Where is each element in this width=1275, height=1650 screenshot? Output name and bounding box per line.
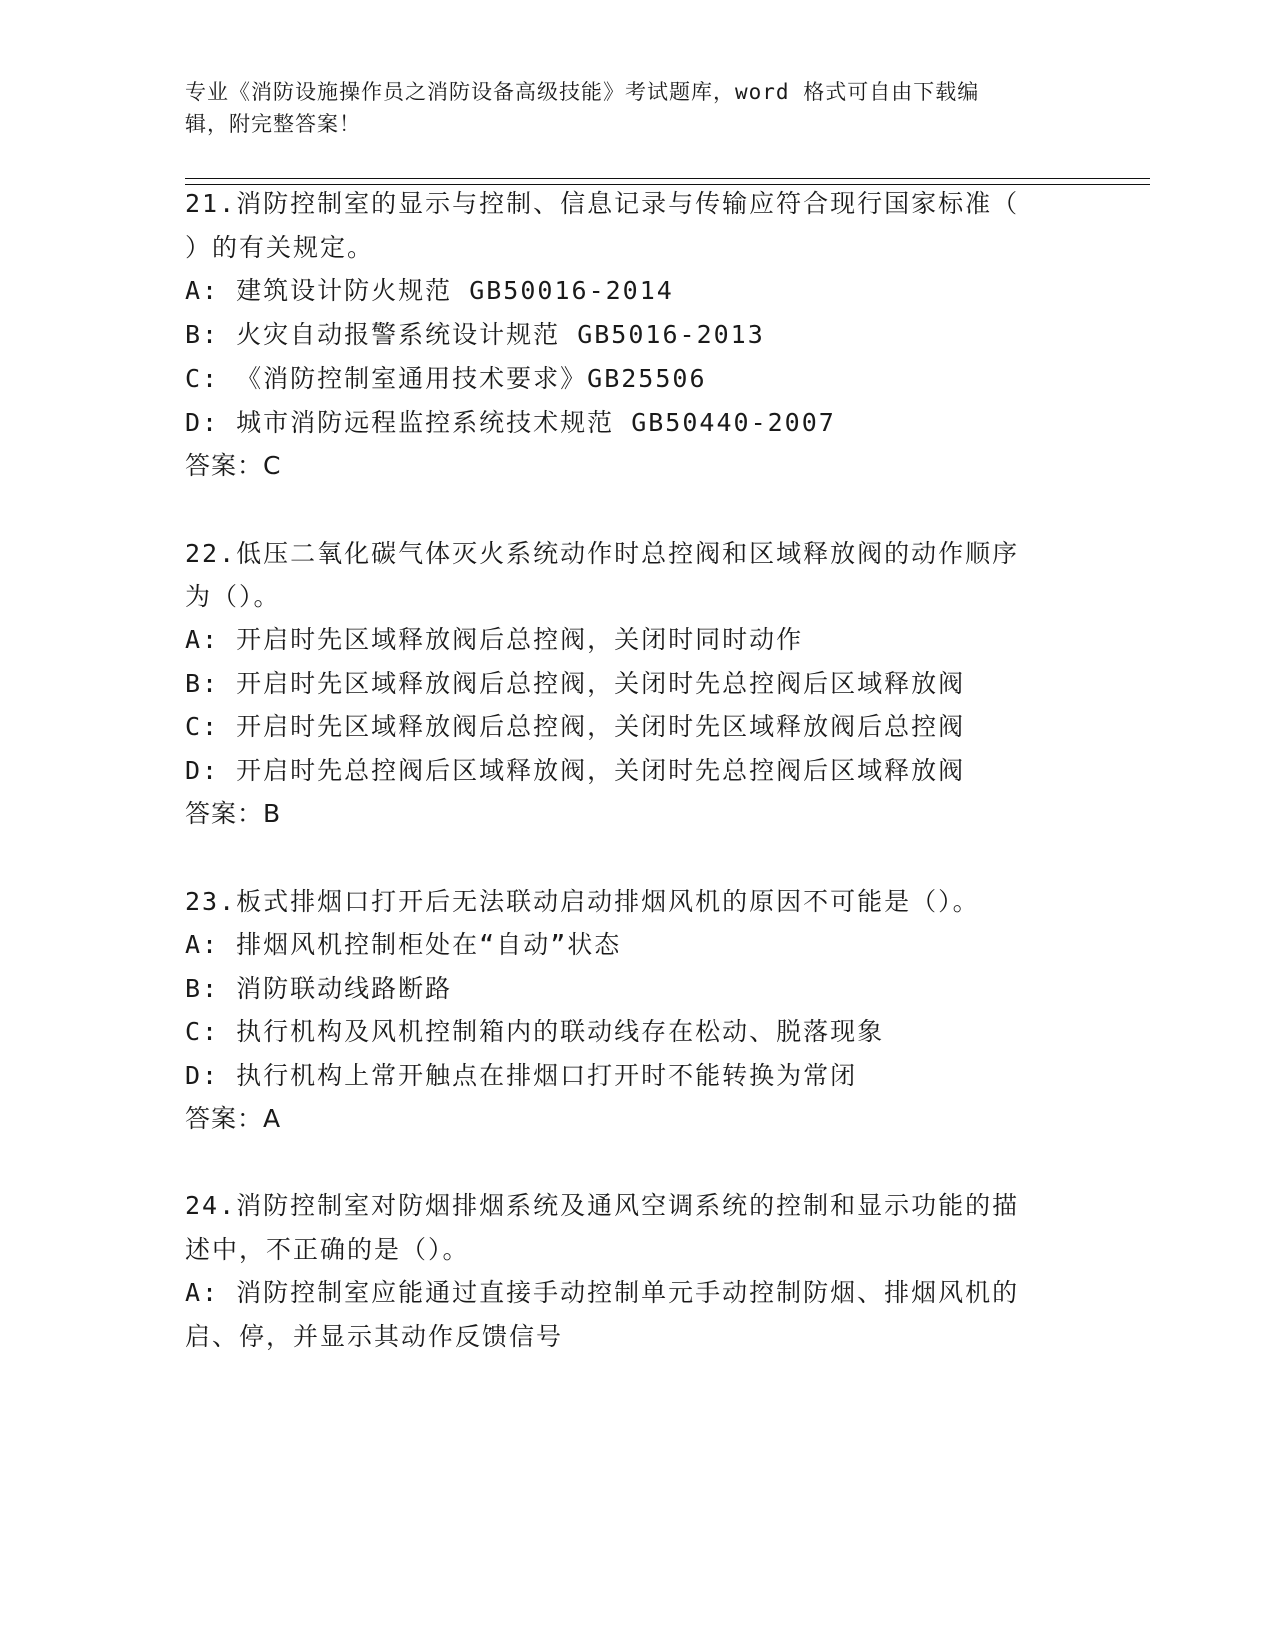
header-divider-bottom [185,184,1150,185]
question-21-answer: 答案：C [185,451,282,480]
question-23-option-c: C: 执行机构及风机控制箱内的联动线存在松动、脱落现象 [185,1017,885,1046]
document-header [185,76,1065,140]
question-22-stem-line-1: 22.低压二氧化碳气体灭火系统动作时总控阀和区域释放阀的动作顺序 [185,539,1020,568]
question-22-answer: 答案：B [185,799,282,828]
question-22-option-d: D: 开启时先总控阀后区域释放阀，关闭时先总控阀后区域释放阀 [185,756,966,785]
question-21-stem-line-2: ）的有关规定。 [185,233,375,262]
question-23-answer: 答案：A [185,1104,282,1133]
question-24-stem-line-1: 24.消防控制室对防烟排烟系统及通风空调系统的控制和显示功能的描 [185,1191,1020,1220]
question-23-stem-line-1: 23.板式排烟口打开后无法联动启动排烟风机的原因不可能是（）。 [185,887,980,916]
question-22-option-c: C: 开启时先区域释放阀后总控阀，关闭时先区域释放阀后总控阀 [185,712,966,741]
question-22-stem-line-2: 为（）。 [185,582,281,611]
question-21-stem-line-1: 21.消防控制室的显示与控制、信息记录与传输应符合现行国家标准（ [185,189,1020,218]
question-23-option-a: A: 排烟风机控制柜处在“自动”状态 [185,930,622,959]
question-21-option-b: B: 火灾自动报警系统设计规范 GB5016-2013 [185,320,765,349]
question-23-option-d: D: 执行机构上常开触点在排烟口打开时不能转换为常闭 [185,1061,858,1090]
question-24-stem-line-2: 述中，不正确的是（）。 [185,1235,470,1264]
question-22-option-a: A: 开启时先区域释放阀后总控阀，关闭时同时动作 [185,625,804,654]
question-22-option-b: B: 开启时先区域释放阀后总控阀，关闭时先总控阀后区域释放阀 [185,669,966,698]
header-divider-top [185,178,1150,179]
question-24-option-a-line-2: 启、停，并显示其动作反馈信号 [185,1322,564,1351]
question-21-option-d: D: 城市消防远程监控系统技术规范 GB50440-2007 [185,408,836,437]
header-line-1: 专业《消防设施操作员之消防设备高级技能》考试题库，word 格式可自由下载编 [185,80,980,104]
question-21-option-a: A: 建筑设计防火规范 GB50016-2014 [185,276,674,305]
question-23-option-b: B: 消防联动线路断路 [185,974,453,1003]
question-21-option-c: C: 《消防控制室通用技术要求》GB25506 [185,364,707,393]
header-line-2: 辑，附完整答案！ [185,112,361,136]
question-24-option-a-line-1: A: 消防控制室应能通过直接手动控制单元手动控制防烟、排烟风机的 [185,1278,1020,1307]
